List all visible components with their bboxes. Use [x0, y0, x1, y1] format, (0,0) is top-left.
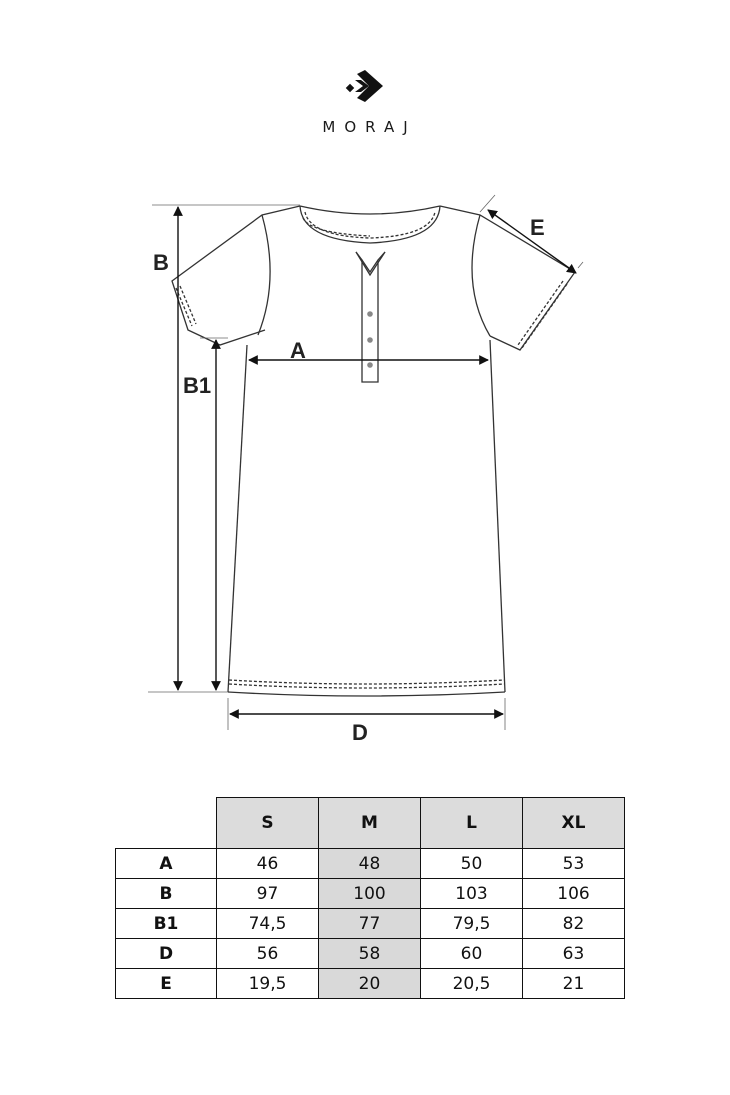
row-label-e: E: [116, 969, 217, 999]
table-cell: 50: [421, 849, 523, 879]
dimension-label-e: E: [530, 215, 545, 240]
table-cell: 46: [217, 849, 319, 879]
table-cell: 21: [523, 969, 625, 999]
table-row: [116, 879, 625, 909]
row-label-b1: B1: [116, 909, 217, 939]
row-label-d: D: [116, 939, 217, 969]
size-header-xl: XL: [523, 798, 625, 849]
table-cell: 100: [319, 879, 421, 909]
table-cell: 53: [523, 849, 625, 879]
dimension-label-a: A: [290, 338, 306, 363]
size-header-l: L: [421, 798, 523, 849]
row-label-b: B: [116, 879, 217, 909]
table-cell: 56: [217, 939, 319, 969]
table-cell: 82: [523, 909, 625, 939]
size-header-s: S: [217, 798, 319, 849]
table-row: [116, 909, 625, 939]
table-cell: 79,5: [421, 909, 523, 939]
row-label-a: A: [116, 849, 217, 879]
table-cell: 103: [421, 879, 523, 909]
table-row: [116, 969, 625, 999]
dimension-label-d: D: [352, 720, 368, 745]
table-cell: 63: [523, 939, 625, 969]
table-row: [116, 939, 625, 969]
table-cell: 60: [421, 939, 523, 969]
table-cell: 74,5: [217, 909, 319, 939]
t-shirt-dress-icon: [172, 206, 575, 696]
brand-name: MORAJ: [322, 118, 417, 136]
table-cell: 48: [319, 849, 421, 879]
table-cell: 97: [217, 879, 319, 909]
table-cell: 20: [319, 969, 421, 999]
size-table-header-row: [116, 798, 625, 849]
table-cell: 106: [523, 879, 625, 909]
table-cell: 58: [319, 939, 421, 969]
table-row: [116, 849, 625, 879]
size-header-m: M: [319, 798, 421, 849]
table-cell: 20,5: [421, 969, 523, 999]
size-table: [115, 797, 625, 999]
table-cell: 77: [319, 909, 421, 939]
dimension-label-b: B: [153, 250, 169, 275]
dimension-label-b1: B1: [183, 373, 212, 398]
table-cell: 19,5: [217, 969, 319, 999]
size-table-corner: [116, 798, 217, 849]
